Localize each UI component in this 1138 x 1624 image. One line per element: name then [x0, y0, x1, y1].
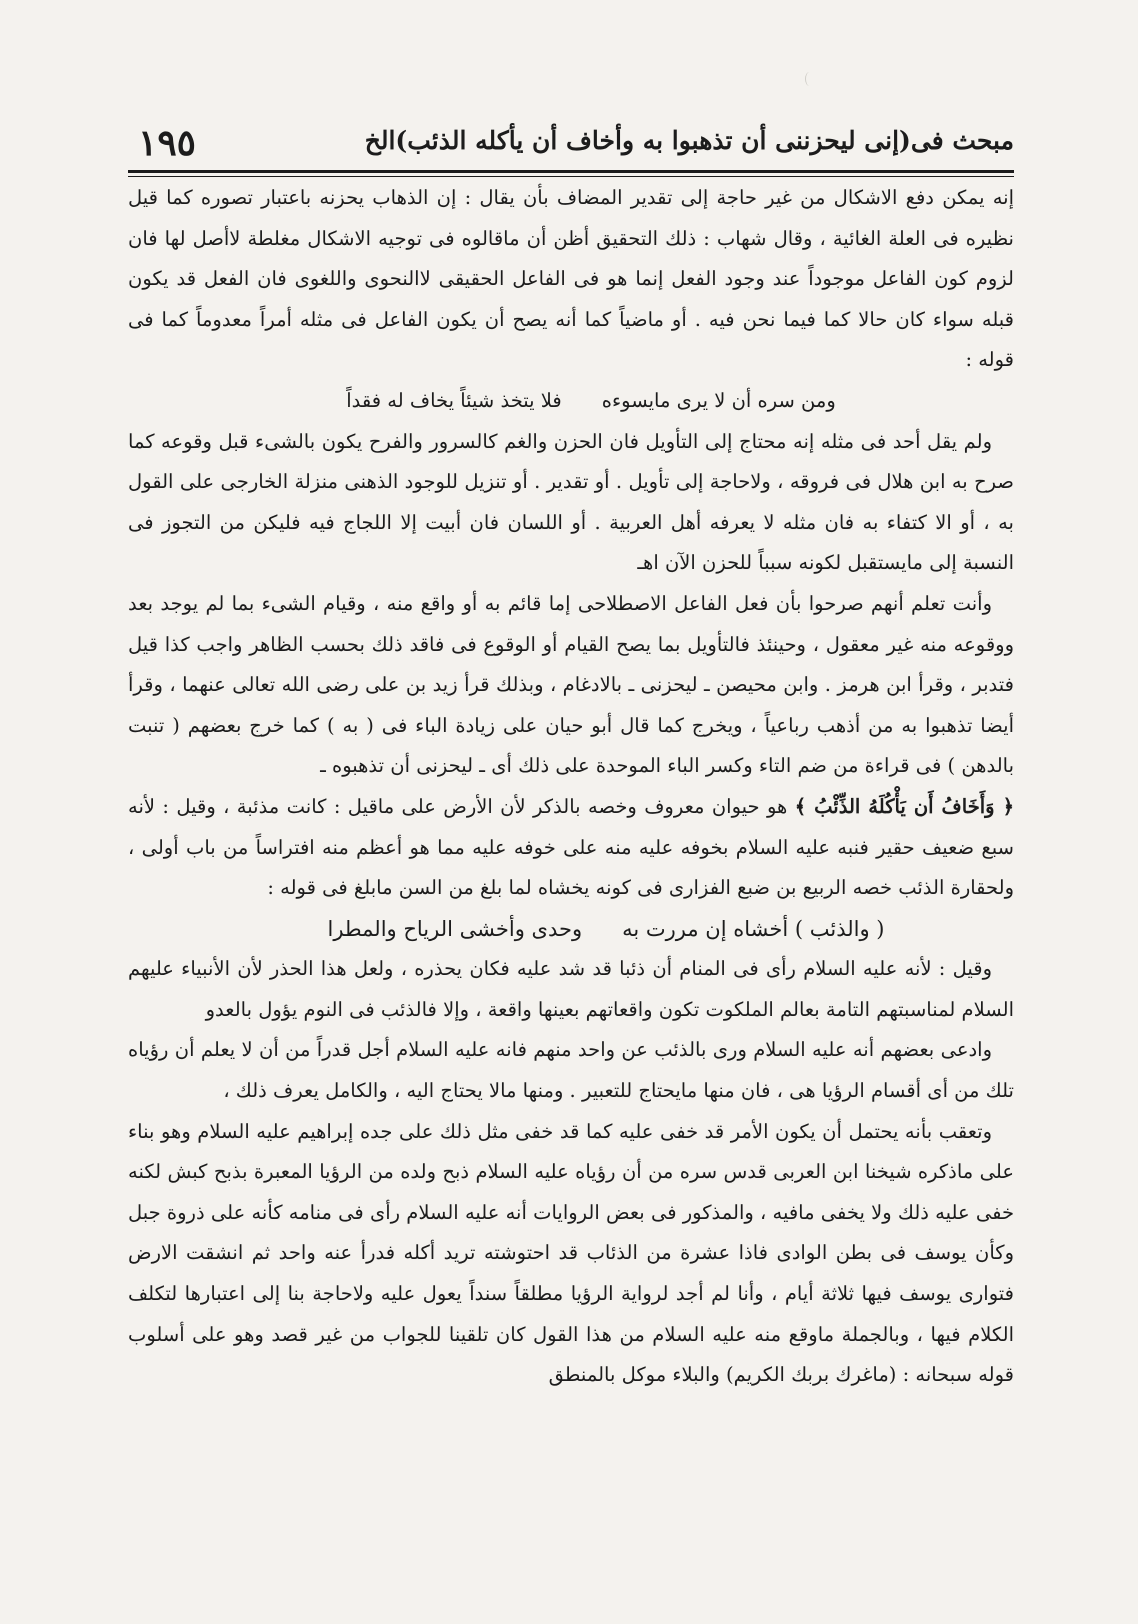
running-header [128, 122, 1014, 174]
verse-hemistich-first: ( والذئب ) أخشاه إن مررت به [622, 916, 885, 941]
body-text [128, 178, 1014, 1396]
verse-hemistich-first: ومن سره أن لا يرى مايسوءه [601, 388, 836, 412]
header-title: مبحث فى(إنى ليحزننى أن تذهبوا به وأخاف أن يأكله الذئب)الخ [364, 126, 1014, 155]
verse-hemistich-second: وحدى وأخشى الرياح والمطرا [327, 916, 583, 941]
paragraph: ولم يقل أحد فى مثله إنه محتاج إلى التأويل فان الحزن والغم كالسرور والفرح يكون بالشىء قبل وقوعه كما صرح به ابن هلال فى فروقه ، ولاحاجة إلى تأويل . أو تقدير . أو تنزيل للوجود الذهنى منزلة الخارجى على القول به ، أو الا كتفاء به فان مثله لا يعرفه أهل العربية . أو اللسان فان أبيت إلا اللجاج فيه فليكن من التجوز فى النسبة إلى مايستقبل لكونه سبباً للحزن الآن اهـ [128, 429, 1014, 575]
paragraph: وقيل : لأنه عليه السلام رأى فى المنام أن ذئبا قد شد عليه فكان يحذره ، ولعل هذا الحذر لأن الأنبياء عليهم السلام لمناسبتهم التامة بعالم الملكوت تكون واقعاتهم بعينها واقعة ، وإلا فالذئب فى النوم يؤول بالعدو [128, 957, 1014, 1021]
paragraph-text: هو حيوان معروف وخصه بالذكر لأن الأرض على ماقيل : كانت مذئبة ، وقيل : لأنه سبع ضعيف حقير فنبه عليه السلام بخوفه عليه منه على خوفه عليه مما هو أعظم منه افتراساً من باب أولى ، ولحقارة الذئب خصه الربيع بن ضبع الفزارى فى كونه يخشاه لما بلغ من السن مابلغ فى قوله : [128, 794, 1014, 900]
header-rule-thin [128, 176, 1014, 177]
header-rule-thick [128, 170, 1014, 173]
verse-line [128, 381, 1014, 422]
paragraph: وادعى بعضهم أنه عليه السلام ورى بالذئب عن واحد منهم فانه عليه السلام أجل قدراً من أن لا يعلم أن رؤياه تلك من أى أقسام الرؤيا هى ، فان منها مايحتاج للتعبير . ومنها مالا يحتاج اليه ، والكامل يعرف ذلك ، [128, 1038, 1014, 1103]
paragraph: إنه يمكن دفع الاشكال من غير حاجة إلى تقدير المضاف بأن يقال : إن الذهاب يحزنه باعتبار تصوره كما قيل نظيره فى العلة الغائية ، وقال شهاب : ذلك التحقيق أظن أن ماقالوه فى توجيه الاشكال مغلطة لاأصل لها فان لزوم كون الفاعل موجوداً عند وجود الفعل إنما هو فى الفاعل الحقيقى لاالنحوى واللغوى فان الفعل قد يكون قبله سواء كان حالا كما فيما نحن فيه . أو ماضياً كما أنه يصح أن يكون الفاعل فى مثله أمراً معدوماً كما فى قوله : [128, 186, 1014, 372]
paragraph: وتعقب بأنه يحتمل أن يكون الأمر قد خفى عليه كما قد خفى مثل ذلك على جده إبراهيم عليه السلام وهو بناء على ماذكره شيخنا ابن العربى قدس سره من أن رؤياه عليه السلام ذبح ولده من الرؤيا المعبرة بذبح كبش لكنه خفى عليه ذلك ولا يخفى مافيه ، والمذكور فى بعض الروايات أنه عليه السلام رأى فى منامه كأنه على ذروة جبل وكأن يوسف فى بطن الوادى فاذا عشرة من الذئاب قد احتوشته تريد أكله فدرأ عنه واحد ثم انشقت الارض فتوارى يوسف فيها ثلاثة أيام ، وأنا لم أجد لرواية الرؤيا مطلقاً سنداً يعول عليه ولاحاجة بنا إلى اعتبارها لتكلف الكلام فيها ، وبالجملة ماوقع منه عليه السلام من هذا القول كان تلقينا للجواب من غير قصد وهو على أسلوب قوله سبحانه : (ماغرك بربك الكريم) والبلاء موكل بالمنطق [128, 1119, 1014, 1387]
paragraph-quran-verse [128, 787, 1014, 909]
page-number: ١٩٥ [138, 122, 197, 164]
page-smudge [805, 72, 814, 86]
paragraph: وأنت تعلم أنهم صرحوا بأن فعل الفاعل الاصطلاحى إما قائم به أو واقع منه ، وقيام الشىء بما لم يوجد بعد ووقوعه منه غير معقول ، وحينئذ فالتأويل بما يصح القيام أو الوقوع فى فاقد ذلك بحسب الظاهر واجب كذا قيل فتدبر ، وقرأ ابن هرمز . وابن محيصن ـ ليحزنى ـ بالادغام ، وبذلك قرأ زيد بن على رضى الله تعالى عنهما ، وقرأ أيضا تذهبوا به من أذهب رباعياً ، ويخرج كما قال أبو حيان على زيادة الباء فى ( به ) كما خرج بعضهم ( تنبت بالدهن ) فى قراءة من ضم التاء وكسر الباء الموحدة على ذلك أى ـ ليحزنى أن تذهبوه ـ [128, 591, 1014, 778]
verse-hemistich-second: فلا يتخذ شيئاً يخاف له فقداً [346, 388, 562, 412]
quran-quote: ﴿ وَأَخَافُ أَن يَأْكُلَهُ الذِّئْبُ ﴾ [794, 794, 1014, 818]
verse-line [128, 909, 1014, 950]
